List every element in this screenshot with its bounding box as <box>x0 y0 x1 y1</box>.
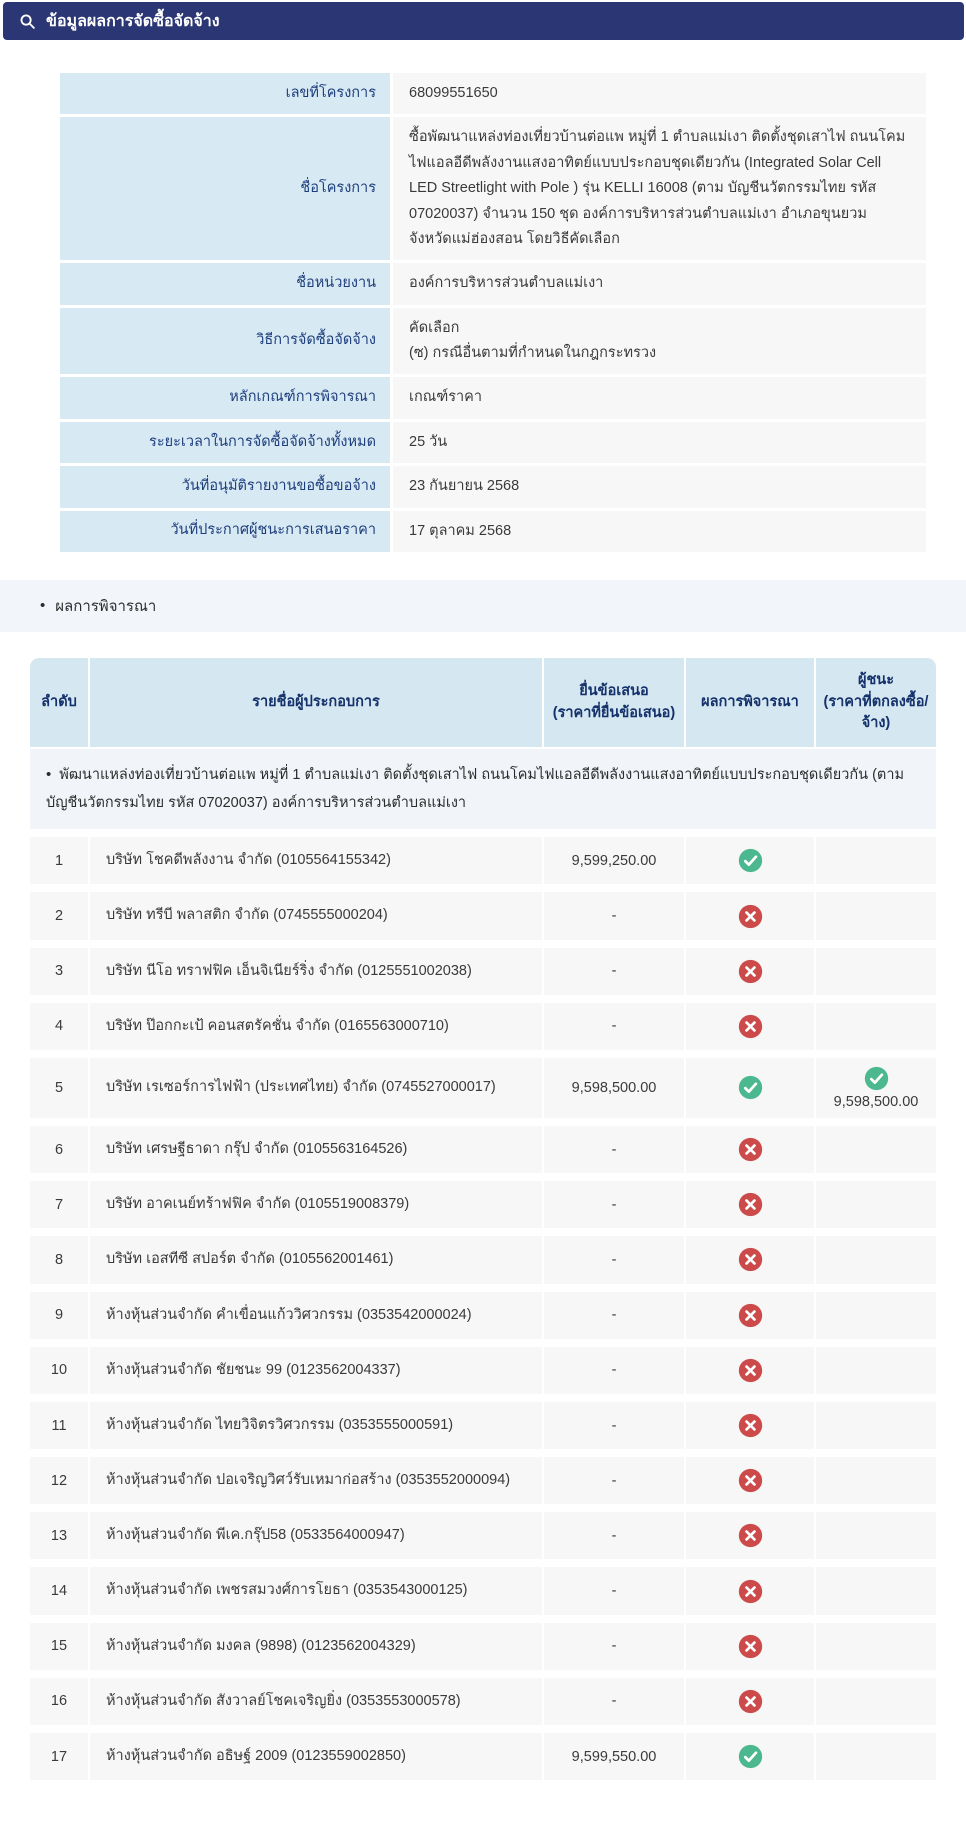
row-number: 12 <box>30 1457 88 1504</box>
detail-row <box>60 73 926 114</box>
detail-label: ชื่อหน่วยงาน <box>60 263 390 304</box>
table-row <box>30 1567 936 1614</box>
bidder-name: บริษัท เอสทีซี สปอร์ต จำกัด (0105562001461) <box>90 1236 542 1283</box>
table-row <box>30 1402 936 1449</box>
bidder-name: ห้างหุ้นส่วนจำกัด พีเค.กรุ๊ป58 (0533564000947) <box>90 1512 542 1559</box>
table-row <box>30 892 936 939</box>
detail-value: 23 กันยายน 2568 <box>393 466 926 507</box>
offer-price: - <box>544 1623 684 1670</box>
bidder-name: ห้างหุ้นส่วนจำกัด ชัยชนะ 99 (0123562004337) <box>90 1347 542 1394</box>
detail-value: ซื้อพัฒนาแหล่งท่องเที่ยวบ้านต่อแพ หมู่ที่ 1 ตำบลแม่เงา ติดตั้งชุดเสาไฟ ถนนโคมไฟแอลอีดีพลังงานแสงอาทิตย์แบบประกอบชุดเดียวกัน (Integrated Solar Cell LED Streetlight with Pole ) รุ่น KELLI 16008 (ตาม บัญชีนวัตกรรมไทย รหัส 07020037) จำนวน 150 ชุด องค์การบริหารส่วนตำบลแม่เงา อำเภอขุนยวม จังหวัดแม่ฮ่องสอน โดยวิธีคัดเลือก <box>393 117 926 260</box>
winner-cell <box>816 1678 936 1725</box>
detail-row <box>60 377 926 418</box>
bidder-name: บริษัท ทรีบี พลาสติก จำกัด (0745555000204) <box>90 892 542 939</box>
result-status <box>686 1292 814 1339</box>
results-table-body <box>30 837 936 1780</box>
detail-label: หลักเกณฑ์การพิจารณา <box>60 377 390 418</box>
result-status <box>686 1126 814 1173</box>
detail-row <box>60 308 926 375</box>
column-header-no: ลำดับ <box>30 658 88 747</box>
bidder-name: บริษัท นีโอ ทราฟฟิค เอ็นจิเนียร์ริ่ง จำกัด (0125551002038) <box>90 948 542 995</box>
table-row <box>30 1292 936 1339</box>
result-status <box>686 1058 814 1118</box>
detail-row <box>60 466 926 507</box>
offer-price: - <box>544 1003 684 1050</box>
x-circle-icon <box>738 1358 763 1383</box>
bullet-icon: • <box>46 766 52 784</box>
winner-cell <box>816 1126 936 1173</box>
row-number: 10 <box>30 1347 88 1394</box>
row-number: 7 <box>30 1181 88 1228</box>
bidder-name: ห้างหุ้นส่วนจำกัด มงคล (9898) (0123562004329) <box>90 1623 542 1670</box>
result-status <box>686 1623 814 1670</box>
bidder-name: ห้างหุ้นส่วนจำกัด ไทยวิจิตรวิศวกรรม (0353555000591) <box>90 1402 542 1449</box>
x-circle-icon <box>738 1137 763 1162</box>
bidder-name: ห้างหุ้นส่วนจำกัด คำเขื่อนแก้ววิศวกรรม (0353542000024) <box>90 1292 542 1339</box>
bidder-name: ห้างหุ้นส่วนจำกัด เพชรสมวงศ์การโยธา (0353543000125) <box>90 1567 542 1614</box>
bidder-name: บริษัท เรเซอร์การไฟฟ้า (ประเทศไทย) จำกัด (0745527000017) <box>90 1058 542 1118</box>
bidder-name: บริษัท โชคดีพลังงาน จำกัด (0105564155342) <box>90 837 542 884</box>
bidder-name: บริษัท ป๊อกกะเป้ คอนสตรัคชั่น จำกัด (0165563000710) <box>90 1003 542 1050</box>
winner-cell <box>816 1003 936 1050</box>
search-icon <box>19 13 36 30</box>
row-number: 17 <box>30 1733 88 1780</box>
winner-cell <box>816 1512 936 1559</box>
offer-price: - <box>544 1347 684 1394</box>
result-status <box>686 1567 814 1614</box>
table-row <box>30 948 936 995</box>
x-circle-icon <box>738 1192 763 1217</box>
winner-cell <box>816 1181 936 1228</box>
detail-label: ระยะเวลาในการจัดซื้อจัดจ้างทั้งหมด <box>60 422 390 463</box>
bidder-name: บริษัท อาคเนย์ทร้าฟฟิค จำกัด (0105519008379) <box>90 1181 542 1228</box>
detail-row <box>60 263 926 304</box>
table-row <box>30 1733 936 1780</box>
detail-label: ชื่อโครงการ <box>60 117 390 260</box>
results-section-header <box>0 580 966 632</box>
bidder-name: ห้างหุ้นส่วนจำกัด สังวาลย์โชคเจริญยิ่ง (0353553000578) <box>90 1678 542 1725</box>
table-row <box>30 1457 936 1504</box>
project-details-table <box>60 73 926 552</box>
winner-cell <box>816 892 936 939</box>
group-note-text: พัฒนาแหล่งท่องเที่ยวบ้านต่อแพ หมู่ที่ 1 ตำบลแม่เงา ติดตั้งชุดเสาไฟ ถนนโคมไฟแอลอีดีพลังงานแสงอาทิตย์แบบประกอบชุดเดียวกัน (ตาม บัญชีนวัตกรรมไทย รหัส 07020037) องค์การบริหารส่วนตำบลแม่เงา <box>46 767 905 811</box>
result-status <box>686 837 814 884</box>
check-circle-icon <box>738 848 763 873</box>
detail-value: คัดเลือก (ซ) กรณีอื่นตามที่กำหนดในกฎกระทรวง <box>393 308 926 375</box>
table-row <box>30 1058 936 1118</box>
table-row <box>30 1236 936 1283</box>
winner-cell <box>816 1567 936 1614</box>
detail-value: 17 ตุลาคม 2568 <box>393 511 926 552</box>
offer-price: - <box>544 1181 684 1228</box>
x-circle-icon <box>738 1634 763 1659</box>
offer-price: - <box>544 1567 684 1614</box>
results-table <box>30 658 936 1780</box>
result-status <box>686 1512 814 1559</box>
row-number: 1 <box>30 837 88 884</box>
page-header <box>3 2 964 40</box>
detail-row <box>60 117 926 260</box>
check-circle-icon <box>864 1066 889 1091</box>
winner-cell <box>816 837 936 884</box>
winner-cell <box>816 1402 936 1449</box>
x-circle-icon <box>738 904 763 929</box>
x-circle-icon <box>738 959 763 984</box>
column-header-result: ผลการพิจารณา <box>686 658 814 747</box>
offer-price: - <box>544 1512 684 1559</box>
table-row <box>30 1126 936 1173</box>
offer-price: - <box>544 1678 684 1725</box>
result-status <box>686 1457 814 1504</box>
row-number: 16 <box>30 1678 88 1725</box>
table-row <box>30 1003 936 1050</box>
result-status <box>686 1402 814 1449</box>
winner-cell <box>816 1457 936 1504</box>
offer-price: - <box>544 948 684 995</box>
detail-label: วันที่ประกาศผู้ชนะการเสนอราคา <box>60 511 390 552</box>
check-circle-icon <box>738 1075 763 1100</box>
table-row <box>30 1623 936 1670</box>
offer-price: 9,599,250.00 <box>544 837 684 884</box>
result-status <box>686 892 814 939</box>
row-number: 2 <box>30 892 88 939</box>
table-row <box>30 1347 936 1394</box>
column-header-winner: ผู้ชนะ (ราคาที่ตกลงซื้อ/จ้าง) <box>816 658 936 747</box>
offer-price: - <box>544 1236 684 1283</box>
x-circle-icon <box>738 1689 763 1714</box>
result-status <box>686 1003 814 1050</box>
offer-price: - <box>544 1292 684 1339</box>
offer-price: - <box>544 1126 684 1173</box>
check-circle-icon <box>738 1744 763 1769</box>
detail-label: เลขที่โครงการ <box>60 73 390 114</box>
table-row <box>30 837 936 884</box>
page-title: ข้อมูลผลการจัดซื้อจัดจ้าง <box>46 12 220 30</box>
row-number: 4 <box>30 1003 88 1050</box>
column-header-bidder-name: รายชื่อผู้ประกอบการ <box>90 658 542 747</box>
detail-value: องค์การบริหารส่วนตำบลแม่เงา <box>393 263 926 304</box>
x-circle-icon <box>738 1247 763 1272</box>
bidder-name: ห้างหุ้นส่วนจำกัด อธิษฐ์ 2009 (0123559002850) <box>90 1733 542 1780</box>
winner-cell <box>816 948 936 995</box>
detail-value: 68099551650 <box>393 73 926 114</box>
bullet-icon: • <box>40 597 46 615</box>
row-number: 13 <box>30 1512 88 1559</box>
row-number: 9 <box>30 1292 88 1339</box>
row-number: 6 <box>30 1126 88 1173</box>
offer-price: 9,598,500.00 <box>544 1058 684 1118</box>
row-number: 8 <box>30 1236 88 1283</box>
x-circle-icon <box>738 1303 763 1328</box>
results-section-title: ผลการพิจารณา <box>55 597 157 615</box>
detail-value: เกณฑ์ราคา <box>393 377 926 418</box>
bidder-name: ห้างหุ้นส่วนจำกัด ปอเจริญวิศว์รับเหมาก่อสร้าง (0353552000094) <box>90 1457 542 1504</box>
result-status <box>686 1347 814 1394</box>
row-number: 14 <box>30 1567 88 1614</box>
project-group-note <box>30 749 936 829</box>
result-status <box>686 1678 814 1725</box>
row-number: 3 <box>30 948 88 995</box>
results-table-header <box>30 658 936 747</box>
row-number: 5 <box>30 1058 88 1118</box>
table-row <box>30 1678 936 1725</box>
winner-cell <box>816 1292 936 1339</box>
bidder-name: บริษัท เศรษฐีธาดา กรุ๊ป จำกัด (0105563164526) <box>90 1126 542 1173</box>
detail-value: 25 วัน <box>393 422 926 463</box>
table-row <box>30 1181 936 1228</box>
detail-label: วิธีการจัดซื้อจัดจ้าง <box>60 308 390 375</box>
x-circle-icon <box>738 1413 763 1438</box>
row-number: 15 <box>30 1623 88 1670</box>
winner-cell <box>816 1058 936 1118</box>
winner-cell <box>816 1623 936 1670</box>
detail-label: วันที่อนุมัติรายงานขอซื้อขอจ้าง <box>60 466 390 507</box>
result-status <box>686 1236 814 1283</box>
offer-price: 9,599,550.00 <box>544 1733 684 1780</box>
x-circle-icon <box>738 1579 763 1604</box>
result-status <box>686 1733 814 1780</box>
winner-amount: 9,598,500.00 <box>833 1093 919 1110</box>
result-status <box>686 1181 814 1228</box>
detail-row <box>60 422 926 463</box>
column-header-offer-price: ยื่นข้อเสนอ (ราคาที่ยื่นข้อเสนอ) <box>544 658 684 747</box>
x-circle-icon <box>738 1468 763 1493</box>
offer-price: - <box>544 1457 684 1504</box>
winner-cell <box>816 1347 936 1394</box>
x-circle-icon <box>738 1014 763 1039</box>
winner-cell <box>816 1236 936 1283</box>
winner-cell <box>816 1733 936 1780</box>
x-circle-icon <box>738 1523 763 1548</box>
table-row <box>30 1512 936 1559</box>
detail-row <box>60 511 926 552</box>
offer-price: - <box>544 1402 684 1449</box>
result-status <box>686 948 814 995</box>
row-number: 11 <box>30 1402 88 1449</box>
offer-price: - <box>544 892 684 939</box>
